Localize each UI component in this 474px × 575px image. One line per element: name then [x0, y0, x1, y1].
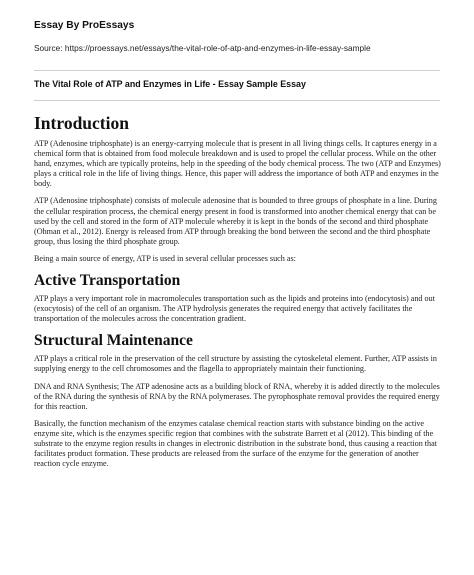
paragraph: ATP plays a very important role in macromolecules transportation such as the lipids and proteins into (endocytosis) and out (exocytosis) of the cell of an organism. The ATP hydrolysis generates the required energy that actively facilitates the transportation of the molecules across the concentration gradient.: [34, 294, 435, 324]
paragraph: ATP plays a critical role in the preservation of the cell structure by assisting the cytoskeletal element. Further, ATP assists in supplying energy to the cell chromosomes and the flagella to appropriately maintain their functioning.: [34, 354, 437, 374]
source-link[interactable]: Source: https://proessays.net/essays/the-vital-role-of-atp-and-enzymes-in-life-essay-sample: [34, 43, 371, 53]
document-title: The Vital Role of ATP and Enzymes in Life - Essay Sample Essay: [34, 79, 306, 89]
divider: [34, 100, 440, 101]
site-name: Essay By ProEssays: [34, 20, 135, 31]
paragraph: ATP (Adenosine triphosphate) consists of molecule adenosine that is bounded to three groups of phosphate in a line. During the cellular respiration process, the chemical energy present in food is transformed into another chemical energy that can be used by the cell and stored in the form of ATP molecule whereby it is kept in the bonds of the second and third phosphate (Ohman et al., 2012). Energy is released from ATP through breaking the bond between the second and the third phosphate group, thus losing the third phosphate group.: [34, 196, 437, 246]
essay-body: [34, 113, 444, 476]
heading-introduction: Introduction: [34, 113, 129, 133]
paragraph: ATP (Adenosine triphosphate) is an energy-carrying molecule that is present in all living things cells. It captures energy in a chemical form that is obtained from food molecule breakdown and is used to propel the cellular process. While on the other hand, enzymes, which are typically proteins, help in the speeding of the body chemical process. The two (ATP and Enzymes) plays a critical role in the life of living things. Hence, this paper will address the importance of both ATP and enzymes in the body.: [34, 139, 441, 189]
heading-structural-maintenance: Structural Maintenance: [34, 332, 193, 350]
paragraph: DNA and RNA Synthesis; The ATP adenosine acts as a building block of RNA, whereby it is added directly to the molecules of the RNA during the synthesis of RNA by the RNA polymerases. The pyrophosphate removal provides the required energy for this reaction.: [34, 381, 440, 411]
paragraph: Being a main source of energy, ATP is used in several cellular processes such as:: [34, 253, 296, 263]
divider: [34, 70, 440, 71]
heading-active-transportation: Active Transportation: [34, 272, 181, 290]
paragraph: Basically, the function mechanism of the enzymes catalase chemical reaction starts with substance binding on the active enzyme site, which is the enzymes specific region that combines with the substrate Barrett et al (2012). This binding of the substrate to the enzyme region results in changes in electronic distribution in the substrate bond, thus causing a reaction that facilitates product formation. These products are released from the surface of the enzyme for the generation of another reaction cycle enzyme.: [34, 418, 437, 469]
